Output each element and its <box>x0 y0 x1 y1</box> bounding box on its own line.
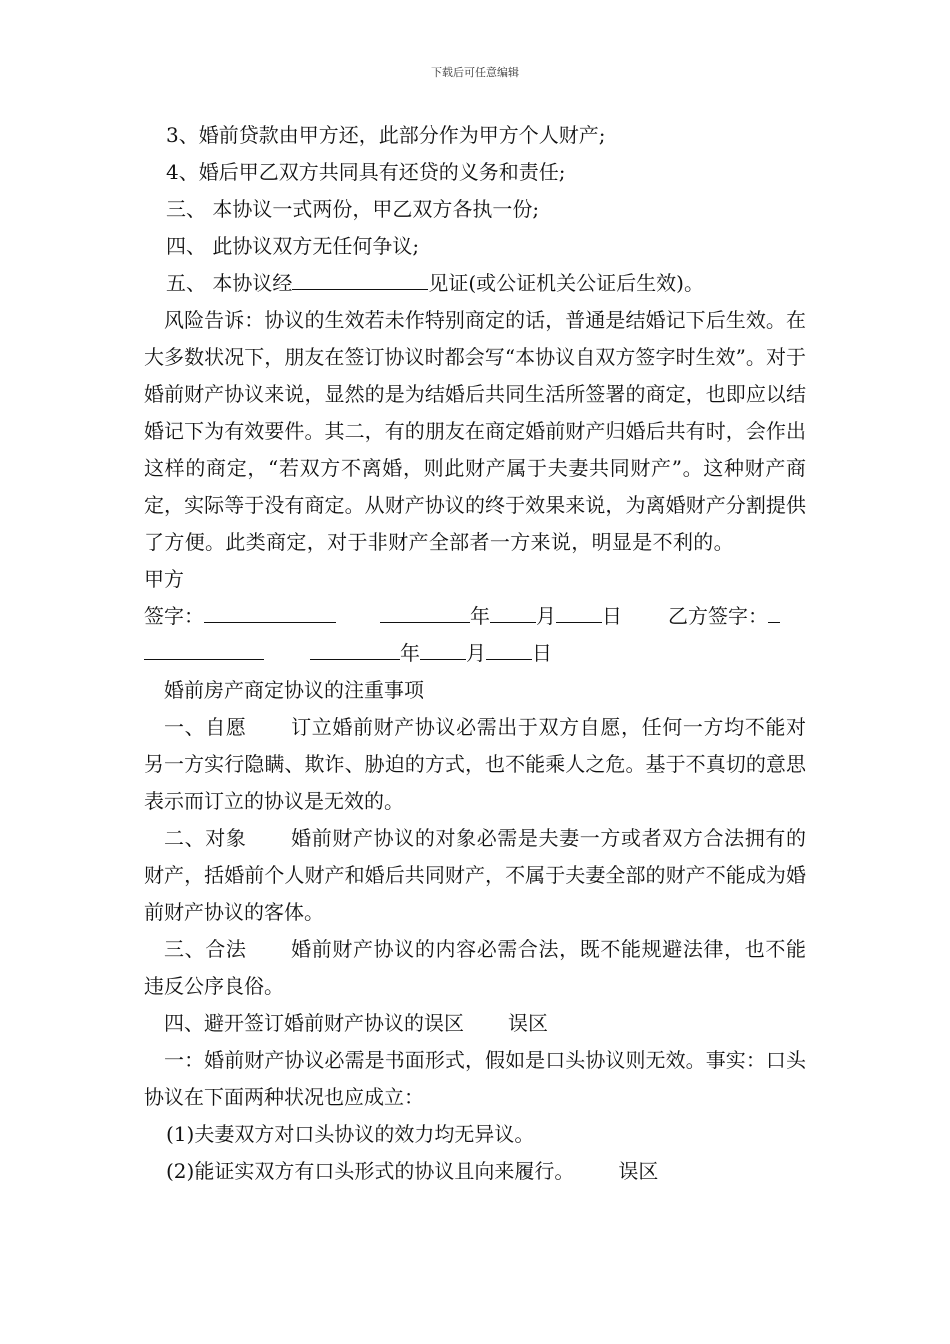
party-b-day-blank[interactable] <box>486 635 532 660</box>
party-b-signature-blank[interactable] <box>144 635 264 660</box>
note-item-3-body: 婚前财产协议的内容必需合法，既不能规避法律，也不能违反公序良俗。 <box>144 937 807 998</box>
year-label: 年 <box>400 641 420 665</box>
note-item-2-body: 婚前财产协议的对象必需是夫妻一方或者双方合法拥有的财产，括婚前个人财产和婚后共同财产，不属于夫妻全部的财产不能成为婚前财产协议的客体。 <box>144 826 807 924</box>
article-5-tail: 见证(或公证机关公证后生效)。 <box>428 271 704 295</box>
party-b-sign-label: 乙方签字： <box>668 604 768 628</box>
signature-line-a <box>144 598 806 635</box>
party-a-label: 甲方 <box>144 567 184 591</box>
note-item-3 <box>144 931 806 1005</box>
article-5 <box>144 265 806 302</box>
note-item-2-head: 二、对象 <box>164 826 247 850</box>
page-header: 下载后可任意编辑 <box>431 66 519 79</box>
signature-line-b <box>144 635 806 672</box>
party-a-year-blank[interactable] <box>380 598 470 623</box>
note-item-1-body: 订立婚前财产协议必需出于双方自愿，任何一方均不能对另一方实行隐瞒、欺诈、胁迫的方式，也不能乘人之危。基于不真切的意思表示而订立的协议是无效的。 <box>144 715 807 813</box>
month-label: 月 <box>536 604 556 628</box>
condition-1: (1)夫妻双方对口头协议的效力均无异议。 <box>166 1122 535 1146</box>
article-5-lead: 五、 本协议经 <box>166 271 293 295</box>
article-4: 四、 此协议双方无任何争议; <box>166 234 420 258</box>
party-a-day-blank[interactable] <box>556 598 602 623</box>
party-b-month-blank[interactable] <box>420 635 466 660</box>
party-a-sign-label: 签字： <box>144 604 204 628</box>
party-b-signature-blank-start[interactable] <box>768 598 780 623</box>
condition-2-text: (2)能证实双方有口头形式的协议且向来履行。 <box>166 1159 575 1183</box>
risk-notice <box>144 302 806 598</box>
note-item-1 <box>144 709 806 820</box>
year-label: 年 <box>470 604 490 628</box>
note-item-3-head: 三、合法 <box>164 937 247 961</box>
party-a-month-blank[interactable] <box>490 598 536 623</box>
witness-blank[interactable] <box>292 265 428 290</box>
myth-1: 一：婚前财产协议必需是书面形式，假如是口头协议则无效。事实：口头协议在下面两种状况也应成立： <box>144 1048 806 1109</box>
clause-3: 3、婚前贷款由甲方还，此部分作为甲方个人财产; <box>166 123 606 147</box>
note-item-4 <box>144 1005 806 1042</box>
risk-notice-text: 风险告诉：协议的生效若未作特别商定的话，普通是结婚记下后生效。在大多数状况下，朋友在签订协议时都会写“本协议自双方签字时生效”。对于婚前财产协议来说，显然的是为结婚后共同生活所签署的商定，也即应以结婚记下为有效要件。其二，有的朋友在商定婚前财产归婚后共有时，会作出这样的商定，“若双方不离婚，则此财产属于夫妻共同财产”。这种财产商定，实际等于没有商定。从财产协议的终于效果来说，为离婚财产分割提供了方便。此类商定，对于非财产全部者一方来说，明显是不利的。 <box>144 308 806 554</box>
party-a-signature-blank[interactable] <box>204 598 336 623</box>
article-3: 三、 本协议一式两份，甲乙双方各执一份; <box>166 197 540 221</box>
day-label: 日 <box>602 604 622 628</box>
party-b-year-blank[interactable] <box>310 635 400 660</box>
note-item-4-head: 四、避开签订婚前财产协议的误区 <box>164 1011 464 1035</box>
day-label: 日 <box>532 641 552 665</box>
clause-4: 4、婚后甲乙双方共同具有还贷的义务和责任; <box>166 160 566 184</box>
notes-title: 婚前房产商定协议的注重事项 <box>164 678 424 702</box>
document-body <box>144 117 806 1190</box>
condition-2-tail: 误区 <box>618 1159 659 1183</box>
month-label: 月 <box>466 641 486 665</box>
note-item-2 <box>144 820 806 931</box>
note-item-1-head: 一、自愿 <box>164 715 247 739</box>
condition-2 <box>144 1153 806 1190</box>
note-item-4-tail: 误区 <box>508 1011 548 1035</box>
